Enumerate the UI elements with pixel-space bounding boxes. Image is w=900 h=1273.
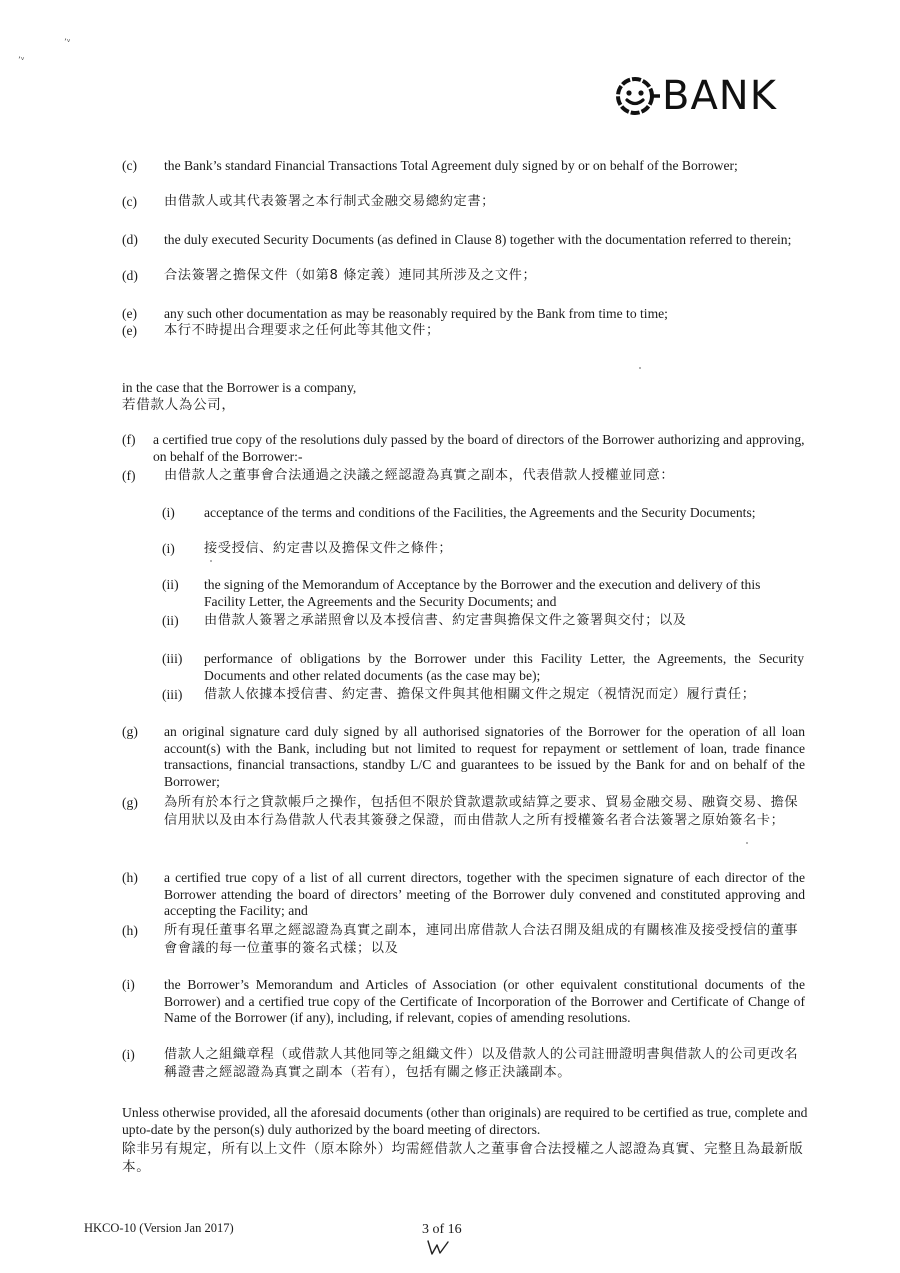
closing-paragraph-zh: 除非另有規定，所有以上文件（原本除外）均需經借款人之董事會合法授權之人認證為真實、完整且為最新版本。 [122, 1141, 804, 1175]
closing-paragraph-en: Unless otherwise provided, all the aforesaid documents (other than originals) are required to be certified as true, complete and upto-date by the person(s) duly authorized by the board meeting of directors. [122, 1105, 808, 1137]
scan-speck [210, 560, 212, 562]
clause-label: (h) [122, 923, 138, 938]
clause-label: (g) [122, 724, 138, 739]
clause-g-zh [122, 794, 805, 830]
clause-e-zh [122, 323, 822, 340]
scan-speck: ʼᵛ [64, 38, 71, 48]
subclause-text-zh: 借款人依據本授信書、約定書、擔保文件與其他相關文件之規定（視情況而定）履行責任； [204, 687, 756, 702]
clause-label: (f) [122, 468, 136, 483]
clause-label: (d) [122, 232, 138, 247]
clause-text: the Bank’s standard Financial Transactions Total Agreement duly signed by or on behalf of the Borrower; [164, 158, 738, 173]
clause-d-en [122, 232, 822, 249]
subclause-label: (ii) [162, 577, 179, 592]
scan-speck [746, 842, 748, 844]
subclause-iii-zh [162, 687, 814, 704]
clause-label: (c) [122, 158, 138, 173]
subclause-label: (i) [162, 505, 175, 520]
subclause-text: acceptance of the terms and conditions of the Facilities, the Agreements and the Security Documents; [204, 505, 756, 520]
clause-text: any such other documentation as may be reasonably required by the Bank from time to time; [164, 306, 668, 321]
smiley-face-icon [614, 73, 660, 119]
handwritten-initials-icon [426, 1238, 456, 1263]
clause-c-zh [122, 194, 822, 211]
clause-text-zh: 所有現任董事名單之經認證為真實之副本，連同出席借款人合法召開及組成的有關核准及接受授信的董事會會議的每一位董事的簽名式樣；以及 [164, 923, 799, 956]
subclause-text: performance of obligations by the Borrower under this Facility Letter, the Agreements, the Security Documents and other related documents (as the case may be); [204, 651, 804, 683]
clause-text-zh: 合法簽署之擔保文件（如第8 條定義）連同其所涉及之文件； [164, 268, 537, 283]
bank-logo [614, 74, 777, 118]
scan-speck [639, 367, 641, 369]
company-condition-en: in the case that the Borrower is a company, [122, 380, 357, 395]
clause-text-zh: 由借款人或其代表簽署之本行制式金融交易總約定書； [164, 194, 495, 209]
clause-label: (h) [122, 870, 138, 885]
clause-g-en [122, 724, 805, 790]
subclause-i-en [162, 505, 804, 522]
clause-label: (i) [122, 1047, 135, 1062]
page-number: 3 of 16 [422, 1222, 462, 1237]
subclause-ii-en [162, 577, 804, 610]
clause-e-en [122, 306, 822, 323]
scan-speck: ʼᵛ [18, 56, 25, 66]
clause-label: (e) [122, 323, 138, 338]
clause-text: a certified true copy of the resolutions duly passed by the board of directors of the Borrower authorizing and approving, on behalf of the Borrower:- [153, 432, 805, 464]
form-code: HKCO-10 (Version Jan 2017) [84, 1221, 234, 1235]
clause-h-zh [122, 922, 805, 958]
logo-wordmark: BANK [662, 73, 777, 119]
clause-label: (i) [122, 977, 135, 992]
clause-label: (f) [122, 432, 136, 447]
clause-f-zh [122, 468, 822, 485]
clause-i-en [122, 977, 805, 1027]
clause-label: (d) [122, 268, 138, 283]
clause-text: the Borrower’s Memorandum and Articles of Association (or other equivalent constitutional documents of the Borrower) and a certified true copy of the Certificate of Incorporation of the Borrower and Certificate of Change of Name of the Borrower (if any), including, if relevant, copies of amending resolutions. [164, 977, 805, 1025]
subclause-label: (iii) [162, 651, 183, 666]
clause-text-zh: 由借款人之董事會合法通過之決議之經認證為真實之副本，代表借款人授權並同意： [164, 468, 675, 483]
subclause-text-zh: 接受授信、約定書以及擔保文件之條件； [204, 541, 453, 556]
company-condition-zh: 若借款人為公司， [122, 397, 236, 413]
subclause-text-zh: 由借款人簽署之承諾照會以及本授信書、約定書與擔保文件之簽署與交付；以及 [204, 613, 687, 628]
clause-label: (e) [122, 306, 138, 321]
subclause-text: the signing of the Memorandum of Acceptance by the Borrower and the execution and delivery of this Facility Letter, the Agreements and the Security Documents; and [204, 577, 761, 609]
clause-text-zh: 為所有於本行之貸款帳戶之操作，包括但不限於貸款還款或結算之要求、貿易金融交易、融資交易、擔保信用狀以及由本行為借款人代表其簽發之保證，而由借款人之所有授權簽名者合法簽署之原始簽名卡； [164, 795, 799, 828]
clause-label: (g) [122, 795, 138, 810]
clause-f-en [122, 432, 822, 465]
clause-c-en [122, 158, 822, 175]
subclause-label: (ii) [162, 613, 179, 628]
subclause-ii-zh [162, 613, 804, 630]
subclause-label: (iii) [162, 687, 183, 702]
subclause-i-zh [162, 541, 804, 558]
clause-d-zh [122, 268, 822, 285]
clause-label: (c) [122, 194, 138, 209]
clause-h-en [122, 870, 805, 920]
clause-text: the duly executed Security Documents (as defined in Clause 8) together with the documentation referred to therein; [164, 232, 792, 247]
subclause-label: (i) [162, 541, 175, 556]
clause-text-zh: 本行不時提出合理要求之任何此等其他文件； [164, 323, 440, 338]
clause-i-zh [122, 1046, 805, 1082]
clause-text-zh: 借款人之組織章程（或借款人其他同等之組織文件）以及借款人的公司註冊證明書與借款人的公司更改名稱證書之經認證為真實之副本（若有），包括有關之修正決議副本。 [164, 1047, 799, 1080]
clause-text: a certified true copy of a list of all current directors, together with the specimen signature of each director of the Borrower attending the board of directors’ meeting of the Borrower duly convened and constituted approving and accepting the Facility; and [164, 870, 805, 918]
subclause-iii-en [162, 651, 804, 684]
clause-text: an original signature card duly signed by all authorised signatories of the Borrower for the operation of all loan account(s) with the Bank, including but not limited to request for repayment or settlement of loan, trade finance transactions, financial transactions, standby L/C and guarantees to be issued by the Bank for and on behalf of the Borrower; [164, 724, 805, 789]
